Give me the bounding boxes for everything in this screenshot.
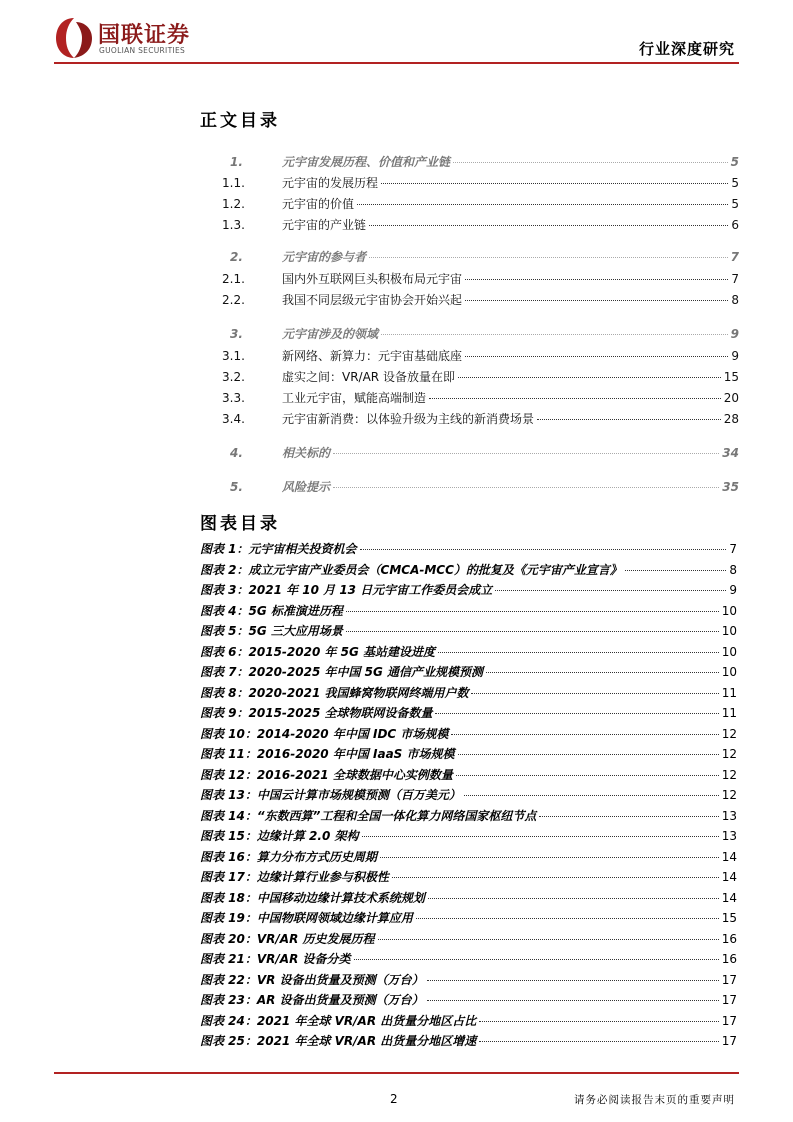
figure-entry-label: 图表 3：2021 年 10 月 13 日元宇宙工作委员会成立 bbox=[200, 583, 493, 597]
dot-leader bbox=[486, 672, 719, 673]
toc-entry[interactable] bbox=[222, 368, 739, 385]
figure-entry-page: 17 bbox=[721, 1013, 737, 1028]
dot-leader bbox=[479, 1041, 718, 1042]
dot-leader bbox=[362, 836, 719, 837]
toc-entry-label: 元宇宙新消费：以体验升级为主线的新消费场景 bbox=[282, 412, 535, 426]
dot-leader bbox=[458, 754, 719, 755]
figure-entry-label: 图表 17：边缘计算行业参与积极性 bbox=[200, 870, 389, 884]
figure-entry-label: 图表 15：边缘计算 2.0 架构 bbox=[200, 829, 359, 843]
figure-entry-page: 8 bbox=[729, 562, 737, 577]
dot-leader bbox=[495, 590, 726, 591]
page-number: 2 bbox=[390, 1092, 398, 1106]
toc-entry-label: 元宇宙的价值 bbox=[282, 197, 355, 211]
dot-leader bbox=[428, 898, 719, 899]
figure-entry-page: 7 bbox=[729, 542, 737, 556]
toc-entry-page: 28 bbox=[723, 412, 739, 426]
toc-entry[interactable] bbox=[222, 478, 739, 495]
toc-entry-label: 相关标的 bbox=[282, 446, 331, 460]
figure-entry-page: 10 bbox=[721, 603, 737, 618]
figure-entry-label: 图表 6：2015-2020 年 5G 基站建设进度 bbox=[200, 644, 436, 659]
figure-entry-label: 图表 18：中国移动边缘计算技术系统规划 bbox=[200, 890, 425, 905]
dot-leader bbox=[357, 204, 728, 205]
dot-leader bbox=[451, 734, 718, 735]
figure-entry-label: 图表 10：2014-2020 年中国 IDC 市场规模 bbox=[200, 726, 449, 741]
dot-leader bbox=[537, 419, 721, 420]
figure-entry-label: 图表 12：2016-2021 全球数据中心实例数量 bbox=[200, 767, 453, 782]
figure-entry-page: 13 bbox=[721, 808, 737, 823]
toc-entry-number: 3.4. bbox=[222, 412, 245, 426]
figure-entry[interactable] bbox=[200, 725, 737, 742]
figure-entry[interactable] bbox=[200, 889, 737, 906]
toc-entry-number: 3.1. bbox=[222, 349, 245, 363]
toc-entry[interactable] bbox=[222, 270, 739, 287]
dot-leader bbox=[369, 225, 728, 226]
dot-leader bbox=[380, 857, 719, 858]
figure-entry-page: 17 bbox=[721, 1034, 737, 1048]
figure-entry-label: 图表 16：算力分布方式历史周期 bbox=[200, 849, 377, 864]
figure-entry-label: 图表 4：5G 标准演进历程 bbox=[200, 603, 343, 618]
toc-entry-number: 1. bbox=[230, 155, 243, 169]
dot-leader bbox=[458, 377, 721, 378]
disclaimer: 请务必阅读报告末页的重要声明 bbox=[574, 1094, 735, 1106]
footer-rule bbox=[54, 1072, 739, 1074]
dot-leader bbox=[416, 918, 719, 919]
figure-entry-page: 14 bbox=[721, 849, 737, 864]
dot-leader bbox=[369, 257, 728, 258]
logo-text-en: GUOLIAN SECURITIES bbox=[99, 46, 186, 55]
toc-entry-page: 35 bbox=[722, 480, 739, 494]
figure-entry[interactable] bbox=[200, 663, 737, 680]
figure-entry[interactable] bbox=[200, 971, 737, 988]
dot-leader bbox=[378, 939, 719, 940]
toc-entry-label: 我国不同层级元宇宙协会开始兴起 bbox=[282, 293, 463, 307]
dot-leader bbox=[381, 334, 728, 335]
figure-entry-page: 15 bbox=[721, 911, 737, 925]
figure-entry-label: 图表 25：2021 年全球 VR/AR 出货量分地区增速 bbox=[200, 1034, 477, 1048]
figure-entry-label: 图表 24：2021 年全球 VR/AR 出货量分地区占比 bbox=[200, 1013, 477, 1028]
toc-entry-label: 元宇宙发展历程、价值和产业链 bbox=[282, 155, 451, 169]
figure-entry-label: 图表 21：VR/AR 设备分类 bbox=[200, 952, 351, 966]
figure-entry-label: 图表 23：AR 设备出货量及预测（万台） bbox=[200, 993, 424, 1007]
toc-entry-page: 5 bbox=[731, 176, 739, 190]
toc-entry-page: 5 bbox=[731, 197, 739, 211]
figure-entry-label: 图表 11：2016-2020 年中国 IaaS 市场规模 bbox=[200, 747, 455, 761]
toc-entry-label: 虚实之间：VR/AR 设备放量在即 bbox=[282, 370, 455, 384]
toc-entry-page: 5 bbox=[730, 155, 739, 169]
toc-entry-number: 5. bbox=[230, 480, 243, 494]
figure-entry-page: 16 bbox=[721, 952, 737, 966]
toc-entry-page: 34 bbox=[722, 446, 739, 460]
figure-entry[interactable] bbox=[200, 745, 737, 762]
figure-entry-page: 9 bbox=[729, 583, 737, 597]
figures-title: 图表目录 bbox=[200, 514, 280, 534]
figure-entry-label: 图表 2：成立元宇宙产业委员会（CMCA-MCC）的批复及《元宇宙产业宣言》 bbox=[200, 562, 622, 577]
toc-entry-label: 国内外互联网巨头积极布局元宇宙 bbox=[282, 272, 463, 286]
dot-leader bbox=[471, 693, 718, 694]
dot-leader bbox=[429, 398, 721, 399]
figure-entry[interactable] bbox=[200, 868, 737, 885]
toc-title: 正文目录 bbox=[200, 111, 280, 131]
figure-entry[interactable] bbox=[200, 930, 737, 947]
toc-entry[interactable] bbox=[222, 174, 739, 191]
toc-entry[interactable] bbox=[222, 410, 739, 427]
toc-entry-page: 7 bbox=[730, 250, 739, 264]
toc-entry-page: 7 bbox=[731, 272, 739, 286]
figure-entry[interactable] bbox=[200, 807, 737, 824]
figure-entry-page: 17 bbox=[721, 993, 737, 1007]
figure-entry-label: 图表 1：元宇宙相关投资机会 bbox=[200, 542, 357, 556]
figure-entry-page: 16 bbox=[721, 931, 737, 946]
figure-entry[interactable] bbox=[200, 1012, 737, 1029]
dot-leader bbox=[346, 611, 719, 612]
figure-entry-page: 14 bbox=[721, 870, 737, 884]
figure-entry-page: 17 bbox=[721, 972, 737, 987]
figure-entry[interactable] bbox=[200, 848, 737, 865]
figure-entry-page: 12 bbox=[721, 788, 737, 802]
figure-entry[interactable] bbox=[200, 827, 737, 844]
toc-entry[interactable] bbox=[222, 291, 739, 308]
figure-entry-page: 12 bbox=[721, 767, 737, 782]
toc-entry-number: 2. bbox=[230, 250, 243, 264]
toc-entry[interactable] bbox=[222, 216, 739, 233]
toc-entry-number: 2.2. bbox=[222, 293, 245, 307]
figure-entry-label: 图表 19：中国物联网领域边缘计算应用 bbox=[200, 911, 413, 925]
figure-entry-page: 10 bbox=[721, 665, 737, 679]
guolian-logo-icon bbox=[54, 16, 94, 60]
figure-entry-label: 图表 9：2015-2025 全球物联网设备数量 bbox=[200, 706, 433, 720]
figure-entry[interactable] bbox=[200, 704, 737, 721]
dot-leader bbox=[381, 183, 728, 184]
dot-leader bbox=[479, 1021, 718, 1022]
figure-entry-page: 13 bbox=[721, 829, 737, 843]
figure-entry-page: 10 bbox=[721, 644, 737, 659]
figure-entry-page: 10 bbox=[721, 624, 737, 638]
dot-leader bbox=[456, 775, 719, 776]
toc-entry-number: 4. bbox=[230, 446, 243, 460]
figure-entry[interactable] bbox=[200, 909, 737, 926]
dot-leader bbox=[360, 549, 727, 550]
figure-entry-label: 图表 7：2020-2025 年中国 5G 通信产业规模预测 bbox=[200, 665, 484, 679]
figure-entry[interactable] bbox=[200, 950, 737, 967]
page-header bbox=[0, 0, 793, 70]
toc-entry[interactable] bbox=[222, 325, 739, 342]
toc-entry[interactable] bbox=[222, 195, 739, 212]
toc-entry-label: 元宇宙的参与者 bbox=[282, 250, 367, 264]
company-logo bbox=[54, 16, 214, 60]
figure-entry[interactable] bbox=[200, 643, 737, 660]
dot-leader bbox=[625, 570, 726, 571]
figure-entry-label: 图表 8：2020-2021 我国蜂窝物联网终端用户数 bbox=[200, 685, 469, 700]
figure-entry-label: 图表 22：VR 设备出货量及预测（万台） bbox=[200, 972, 424, 987]
dot-leader bbox=[427, 980, 719, 981]
toc-entry[interactable] bbox=[222, 389, 739, 406]
toc-entry[interactable] bbox=[222, 347, 739, 364]
dot-leader bbox=[392, 877, 719, 878]
toc-entry-number: 1.3. bbox=[222, 218, 245, 232]
dot-leader bbox=[465, 300, 728, 301]
dot-leader bbox=[354, 959, 719, 960]
toc-entry-label: 元宇宙涉及的领域 bbox=[282, 327, 379, 341]
figure-entry[interactable] bbox=[200, 766, 737, 783]
figure-entry[interactable] bbox=[200, 581, 737, 598]
dot-leader bbox=[435, 713, 718, 714]
figure-entry-label: 图表 5：5G 三大应用场景 bbox=[200, 624, 343, 638]
toc-entry[interactable] bbox=[222, 444, 739, 461]
toc-entry-number: 3.3. bbox=[222, 391, 245, 405]
logo-text-cn: 国联证券 bbox=[98, 23, 191, 48]
dot-leader bbox=[453, 162, 728, 163]
header-rule bbox=[54, 62, 739, 64]
toc-entry-number: 1.2. bbox=[222, 197, 245, 211]
toc-entry-page: 9 bbox=[731, 349, 739, 363]
dot-leader bbox=[333, 453, 719, 454]
dot-leader bbox=[465, 279, 728, 280]
figure-entry-label: 图表 13：中国云计算市场规模预测（百万美元） bbox=[200, 788, 461, 802]
toc-entry-label: 元宇宙的产业链 bbox=[282, 218, 367, 232]
figure-entry[interactable] bbox=[200, 991, 737, 1008]
dot-leader bbox=[464, 795, 719, 796]
report-type: 行业深度研究 bbox=[638, 40, 735, 58]
dot-leader bbox=[333, 487, 719, 488]
figure-entry[interactable] bbox=[200, 684, 737, 701]
figure-entry[interactable] bbox=[200, 540, 737, 557]
figure-entry[interactable] bbox=[200, 622, 737, 639]
toc-entry-number: 1.1. bbox=[222, 176, 245, 190]
figure-entry-page: 11 bbox=[721, 706, 737, 720]
dot-leader bbox=[539, 816, 718, 817]
figure-entry-page: 12 bbox=[721, 747, 737, 761]
toc-entry-label: 风险提示 bbox=[282, 480, 331, 494]
figure-entry[interactable] bbox=[200, 602, 737, 619]
toc-entry-label: 工业元宇宙，赋能高端制造 bbox=[282, 391, 427, 405]
toc-entry-page: 9 bbox=[730, 327, 739, 341]
figure-entry-page: 11 bbox=[721, 685, 737, 700]
toc-entry-number: 3.2. bbox=[222, 370, 245, 384]
figure-entry-page: 14 bbox=[721, 890, 737, 905]
figure-entry[interactable] bbox=[200, 786, 737, 803]
figure-entry[interactable] bbox=[200, 1032, 737, 1049]
figure-entry[interactable] bbox=[200, 561, 737, 578]
dot-leader bbox=[427, 1000, 719, 1001]
dot-leader bbox=[438, 652, 719, 653]
figure-entry-label: 图表 14：“东数西算”工程和全国一体化算力网络国家枢纽节点 bbox=[200, 808, 537, 823]
toc-entry-label: 新网络、新算力：元宇宙基础底座 bbox=[282, 349, 463, 363]
figure-entry-page: 12 bbox=[721, 726, 737, 741]
toc-entry-page: 20 bbox=[723, 391, 739, 405]
toc-entry-page: 6 bbox=[731, 218, 739, 232]
figure-entry-label: 图表 20：VR/AR 历史发展历程 bbox=[200, 931, 375, 946]
toc-entry-number: 2.1. bbox=[222, 272, 245, 286]
toc-entry-page: 15 bbox=[723, 370, 739, 384]
toc-entry-label: 元宇宙的发展历程 bbox=[282, 176, 379, 190]
toc-entry-number: 3. bbox=[230, 327, 243, 341]
dot-leader bbox=[465, 356, 728, 357]
toc-entry[interactable] bbox=[222, 248, 739, 265]
dot-leader bbox=[346, 631, 719, 632]
toc-entry-page: 8 bbox=[731, 293, 739, 307]
toc-entry[interactable] bbox=[222, 153, 739, 170]
